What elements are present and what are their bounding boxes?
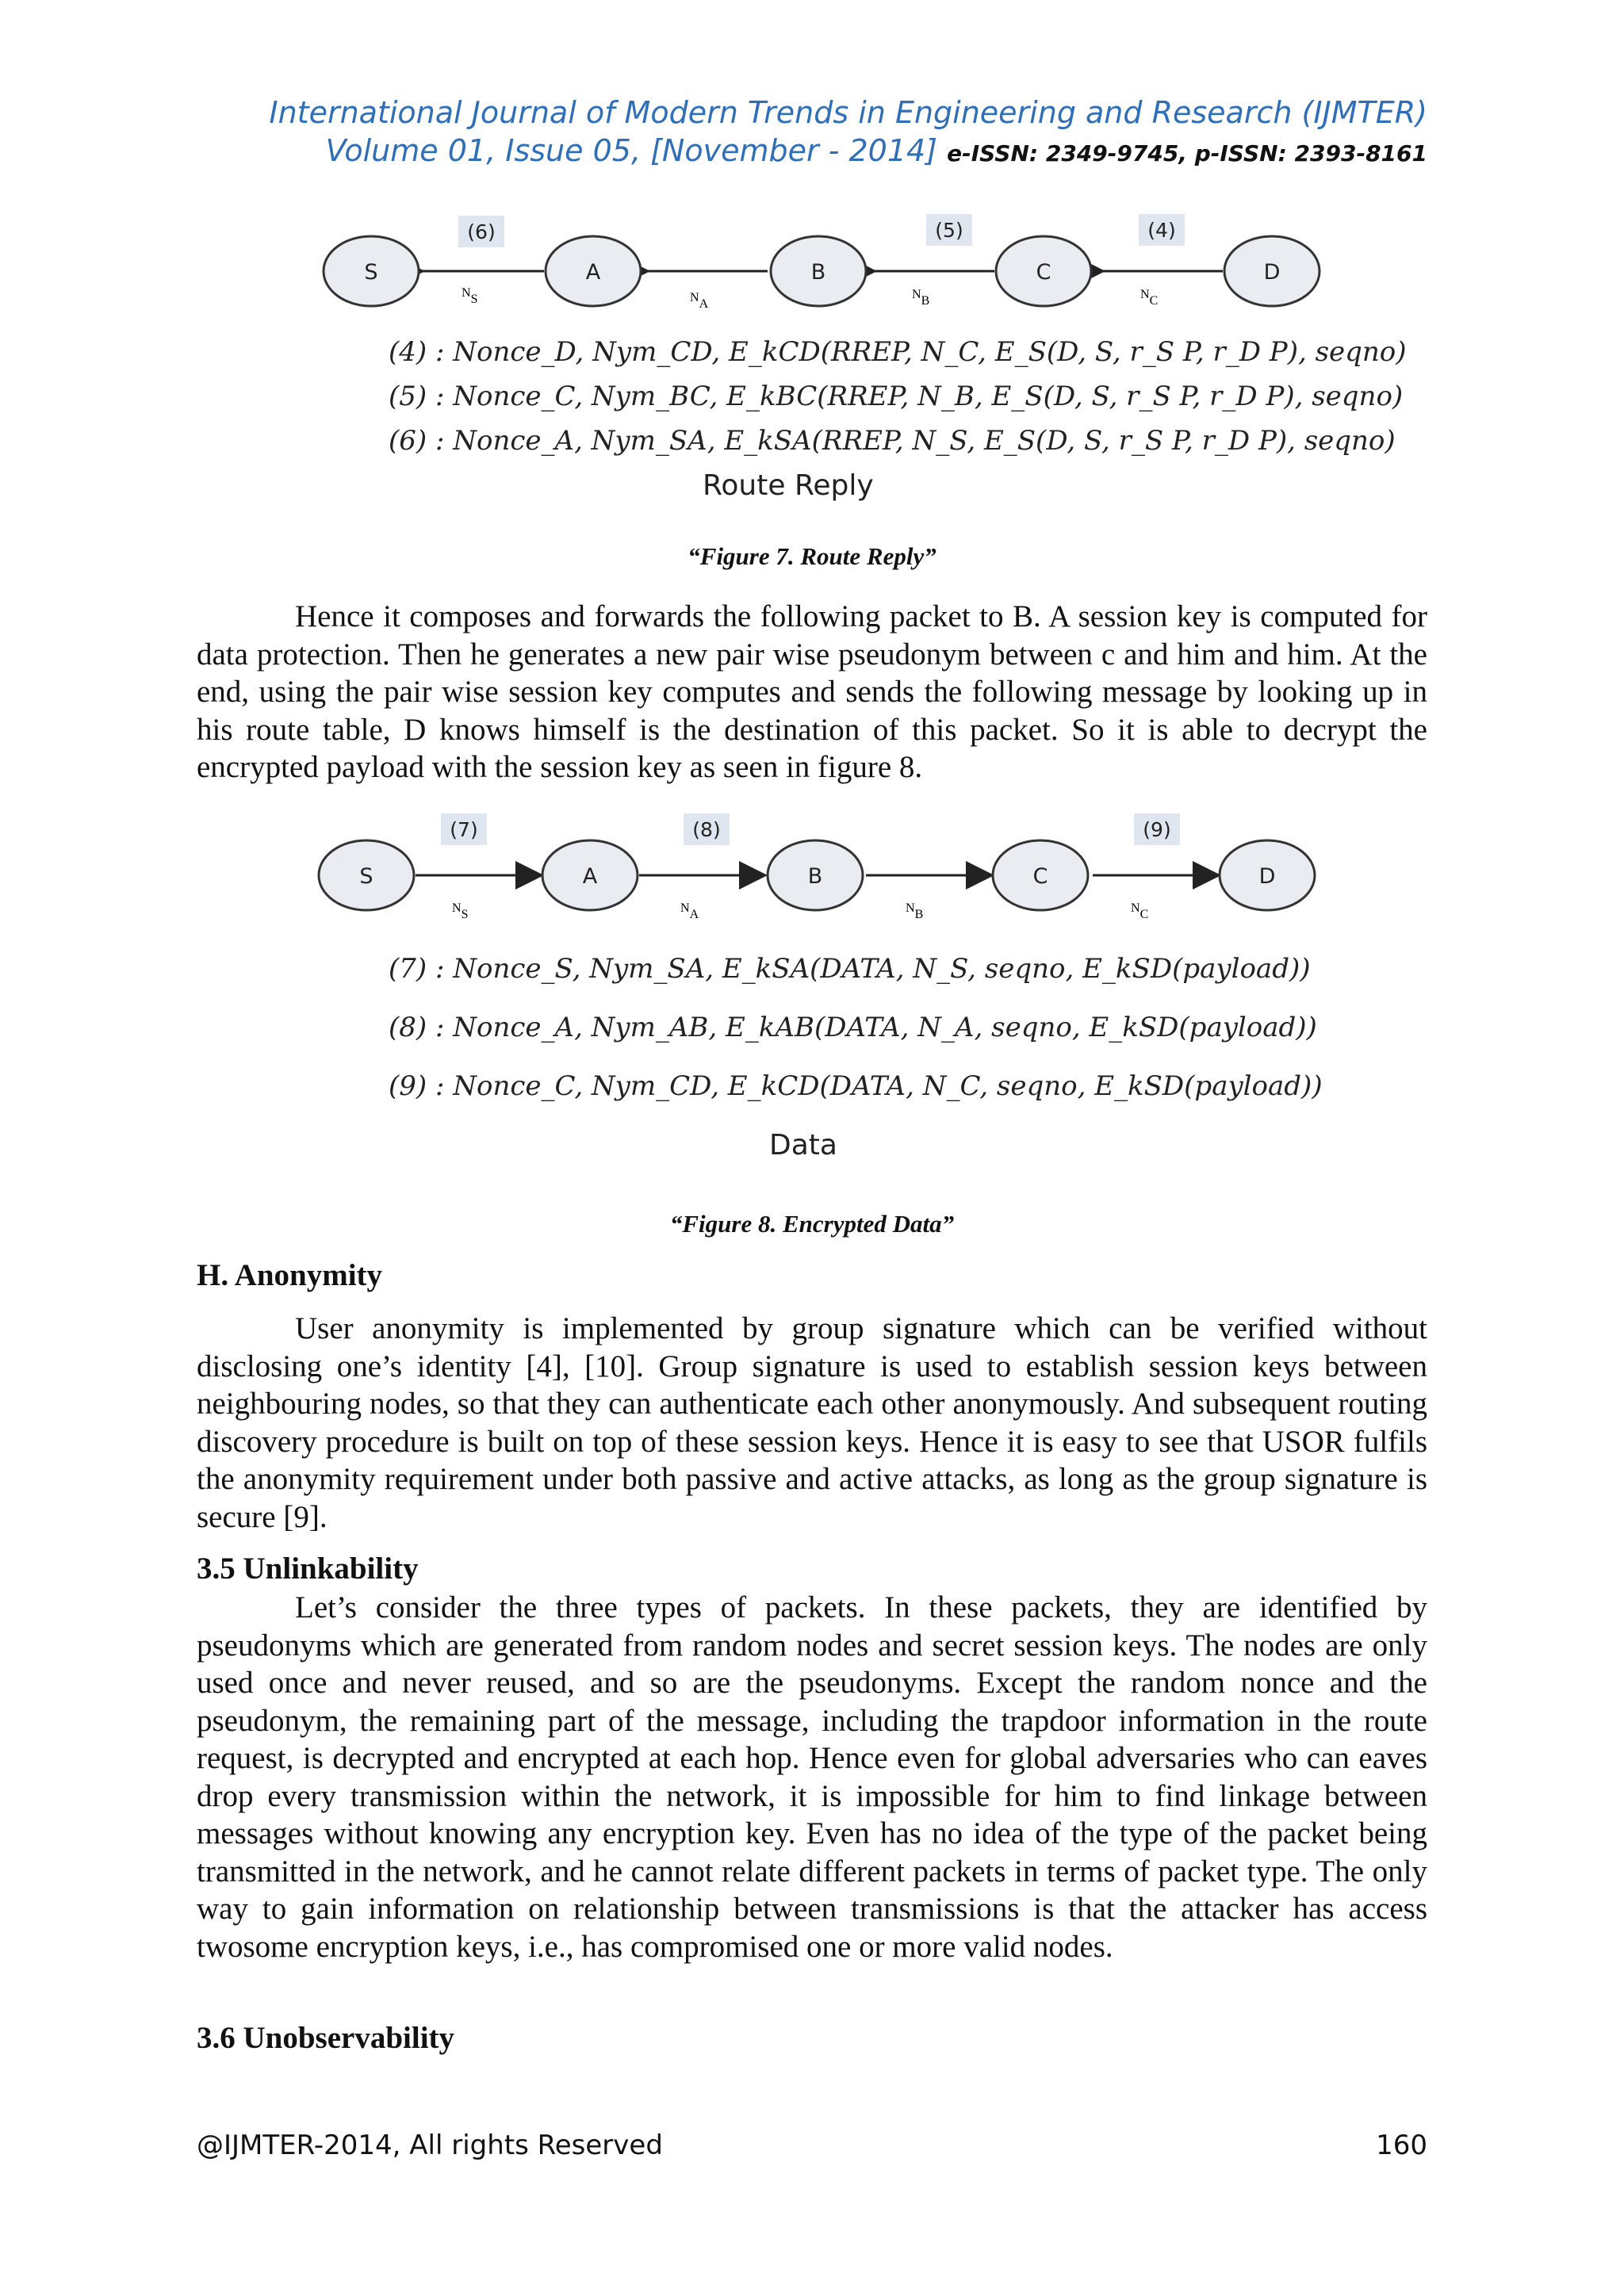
edge-label: NA: [690, 291, 709, 311]
edge-label: NB: [906, 901, 924, 921]
svg-text:D: D: [1258, 864, 1276, 889]
body-paragraph: [197, 598, 1427, 786]
step-tag: (4): [1147, 219, 1176, 242]
figure-7: [309, 208, 1407, 509]
paragraph-text: Let’s consider the three types of packets. In these packets, they are identified by pseudonyms which are generated from random nodes and secret session keys. The nodes are only used once and never reused, and so are the pseudonyms. Except the random nonce and the pseudonym, the remaining part of the message, including the trapdoor information in the route request, is decrypted and encrypted at each hop. Hence even for global adversaries who can eaves drop every transmission within the network, it is impossible for him to find linkage between messages without knowing any encryption key. Even has no idea of the type of the packet being transmitted in the network, and he cannot relate different packets in terms of packet type. The only way to gain information on relationship between transmissions is that the attacker has access twosome encryption keys, i.e., has compromised one or more valid nodes.: [197, 1590, 1427, 1964]
node-s: [324, 236, 419, 306]
paragraph-text: User anonymity is implemented by group signature which can be verified without disclosing one’s identity [4], [10]. Group signature is used to establish session keys between neighbouring nodes, so that they can authenticate each other anonymously. And subsequent routing discovery procedure is built on top of these session keys. Hence it is easy to see that USOR fulfils the anonymity requirement under both passive and active attacks, as long as the group signature is secure [9].: [197, 1311, 1427, 1534]
node-c: [993, 840, 1088, 910]
svg-text:C: C: [1032, 864, 1048, 889]
route-reply-diagram: [309, 208, 1340, 327]
svg-text:B: B: [807, 864, 823, 889]
message-line: (9) : Nonce_C, Nym_CD, E_kCD(DATA, N_C, seqno, E_kSD(payload)): [389, 1070, 1323, 1102]
figure-8-caption: “Figure 8. Encrypted Data”: [669, 1210, 955, 1238]
svg-text:S: S: [364, 260, 378, 285]
step-tag: (8): [692, 818, 721, 841]
figure-7-caption: “Figure 7. Route Reply”: [688, 542, 936, 570]
node-c: [996, 236, 1091, 306]
journal-header: [269, 94, 1427, 173]
edge-label: NA: [680, 901, 699, 921]
edge-label: NB: [912, 288, 930, 308]
node-a: [546, 236, 641, 306]
body-paragraph: [197, 1310, 1427, 1536]
svg-text:A: A: [582, 864, 598, 889]
journal-volume: Volume 01, Issue 05, [November - 2014]: [325, 133, 938, 168]
edge-label: NS: [462, 286, 478, 306]
edge-label: NS: [452, 901, 469, 921]
encrypted-data-diagram: [309, 810, 1340, 937]
journal-title: International Journal of Modern Trends in Engineering and Research (IJMTER): [269, 95, 1427, 130]
node-b: [768, 840, 863, 910]
paragraph-text: Hence it composes and forwards the following packet to B. A session key is computed for data protection. Then he generates a new pair wise pseudonym between c and him and him. At the end, using the pair wise session key computes and sends the following message by looking up in his route table, D knows himself is the destination of this packet. So it is able to decrypt the encrypted payload with the session key as seen in figure 8.: [197, 599, 1427, 784]
svg-text:S: S: [359, 864, 373, 889]
svg-text:B: B: [810, 260, 826, 285]
message-line: (6) : Nonce_A, Nym_SA, E_kSA(RREP, N_S, E_S(D, S, r_S P, r_D P), seqno): [389, 425, 1396, 457]
message-line: (5) : Nonce_C, Nym_BC, E_kBC(RREP, N_B, E_S(D, S, r_S P, r_D P), seqno): [389, 381, 1404, 412]
figure-8: [309, 810, 1340, 1175]
section-heading: 3.5 Unlinkability: [197, 1552, 419, 1586]
edge-label: NC: [1131, 901, 1149, 921]
step-tag: (9): [1143, 818, 1171, 841]
svg-text:A: A: [585, 260, 601, 285]
message-line: (4) : Nonce_D, Nym_CD, E_kCD(RREP, N_C, E_S(D, S, r_S P, r_D P), seqno): [389, 336, 1407, 368]
svg-text:C: C: [1036, 260, 1051, 285]
node-d: [1224, 236, 1320, 306]
page-number: 160: [1376, 2130, 1427, 2161]
svg-text:D: D: [1263, 260, 1281, 285]
page-footer: [197, 2130, 1427, 2161]
node-b: [771, 236, 866, 306]
message-line: (8) : Nonce_A, Nym_AB, E_kAB(DATA, N_A, seqno, E_kSD(payload)): [389, 1012, 1317, 1043]
figure-title: Data: [769, 1129, 837, 1161]
journal-issn: e-ISSN: 2349-9745, p-ISSN: 2393-8161: [947, 140, 1427, 166]
section-heading: H. Anonymity: [197, 1258, 383, 1292]
node-d: [1220, 840, 1315, 910]
node-a: [542, 840, 638, 910]
node-s: [319, 840, 414, 910]
figure-title: Route Reply: [703, 469, 874, 502]
message-line: (7) : Nonce_S, Nym_SA, E_kSA(DATA, N_S, seqno, E_kSD(payload)): [389, 953, 1311, 985]
step-tag: (5): [935, 219, 963, 242]
step-tag: (7): [450, 818, 478, 841]
journal-volume-line: [269, 132, 1427, 173]
section-heading: 3.6 Unobservability: [197, 2021, 455, 2055]
copyright: @IJMTER-2014, All rights Reserved: [197, 2130, 663, 2161]
edge-label: NC: [1140, 288, 1159, 308]
step-tag: (6): [467, 220, 496, 243]
body-paragraph: [197, 1589, 1427, 1965]
